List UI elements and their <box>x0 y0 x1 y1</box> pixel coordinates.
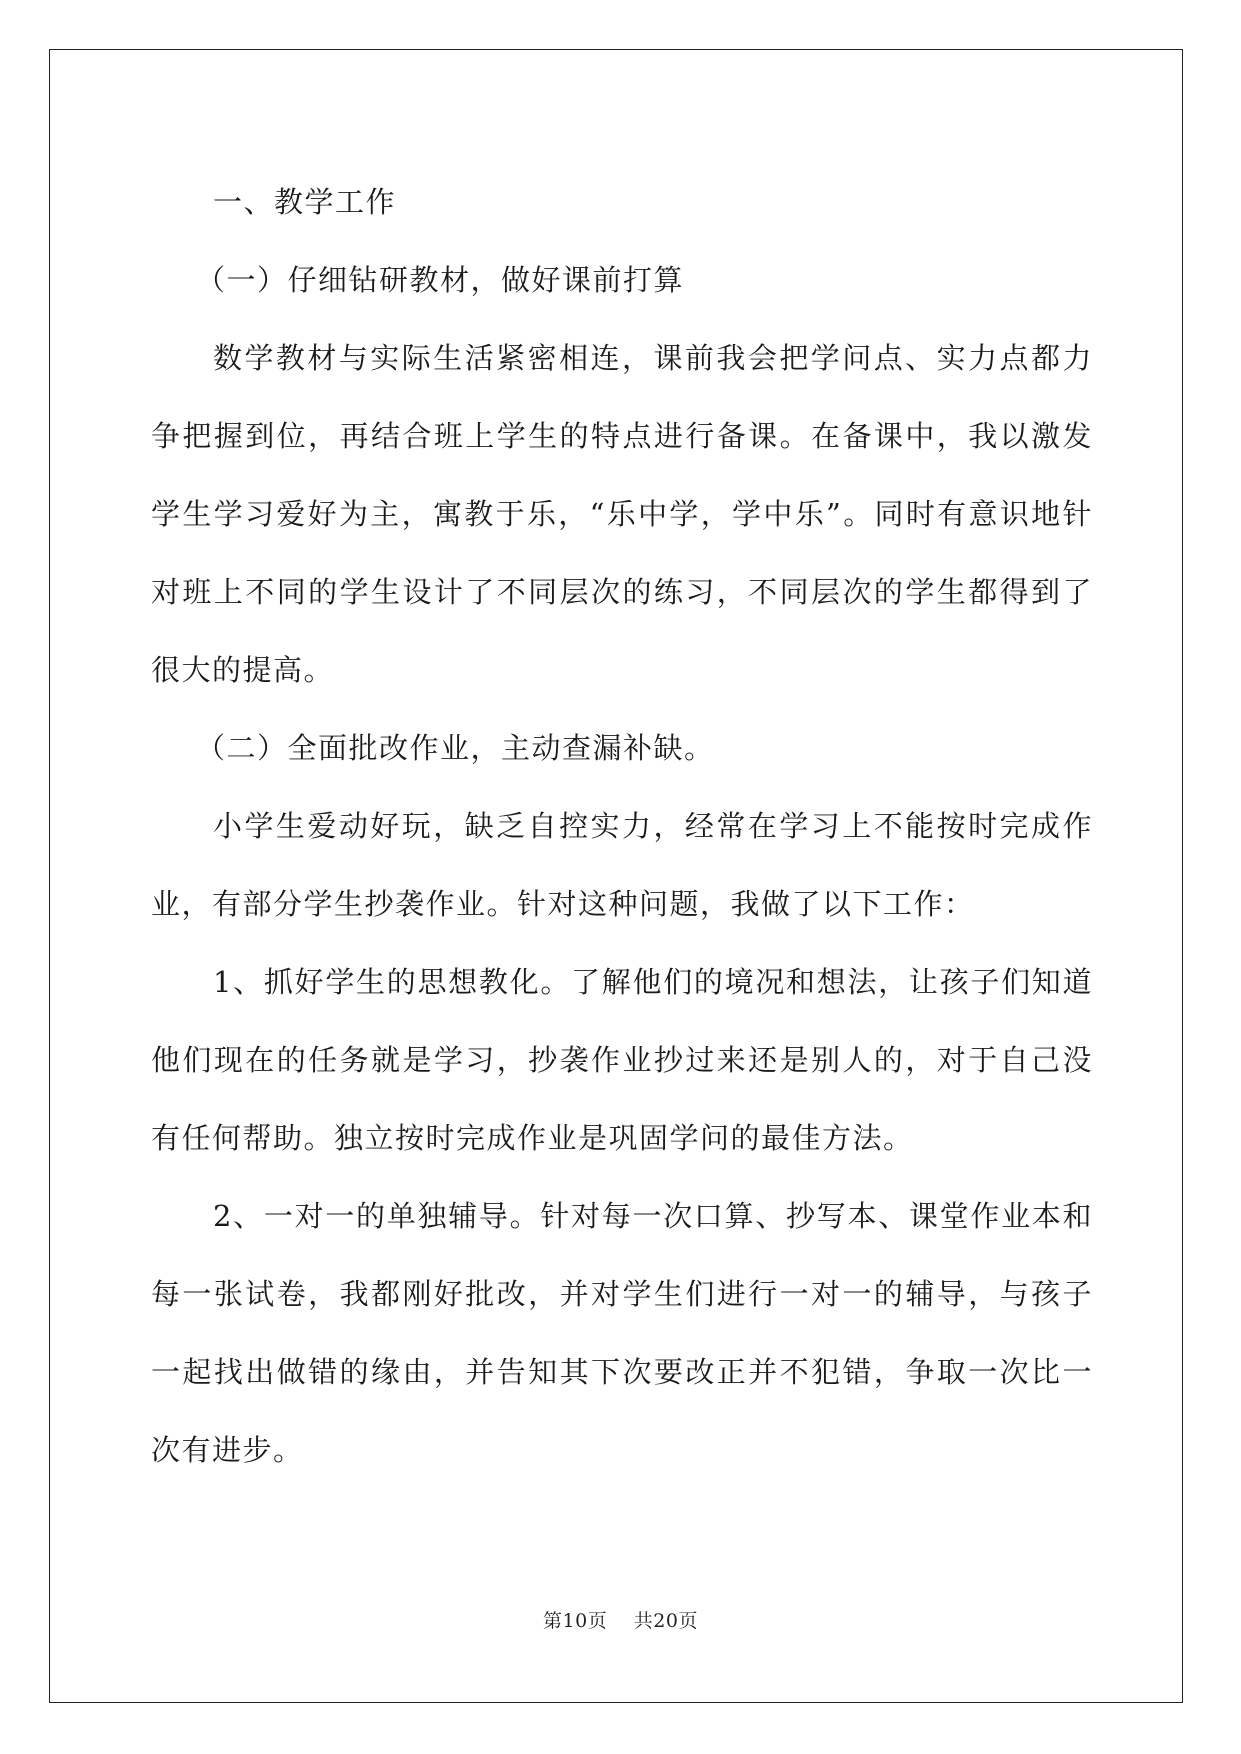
page-number: 第10页 <box>543 1610 608 1632</box>
section-heading: 一、教学工作 <box>213 185 397 219</box>
subsection-title: （二）全面批改作业，主动查漏补缺。 <box>196 731 715 765</box>
paragraph: 数学教材与实际生活紧密相连，课前我会把学问点、实力点都力争把握到位，再结合班上学生的特点进行备课。在备课中，我以激发学生学习爱好为主，寓教于乐，“乐中学，学中乐”。同时有意识地针对班上不同的学生设计了不同层次的练习，不同层次的学生都得到了很大的提高。 <box>151 341 1093 687</box>
subsection-title: （一）仔细钻研教材，做好课前打算 <box>196 263 685 297</box>
document-body <box>151 163 1093 1489</box>
page-total: 共20页 <box>633 1610 698 1632</box>
paragraph: 1、抓好学生的思想教化。了解他们的境况和想法，让孩子们知道他们现在的任务就是学习，抄袭作业抄过来还是别人的，对于自己没有任何帮助。独立按时完成作业是巩固学问的最佳方法。 <box>151 965 1093 1155</box>
paragraph: 小学生爱动好玩，缺乏自控实力，经常在学习上不能按时完成作业，有部分学生抄袭作业。针对这种问题，我做了以下工作： <box>151 809 1093 921</box>
page-footer <box>0 1606 1241 1633</box>
paragraph: 2、一对一的单独辅导。针对每一次口算、抄写本、课堂作业本和每一张试卷，我都刚好批改，并对学生们进行一对一的辅导，与孩子一起找出做错的缘由，并告知其下次要改正并不犯错，争取一次比一次有进步。 <box>151 1199 1093 1467</box>
